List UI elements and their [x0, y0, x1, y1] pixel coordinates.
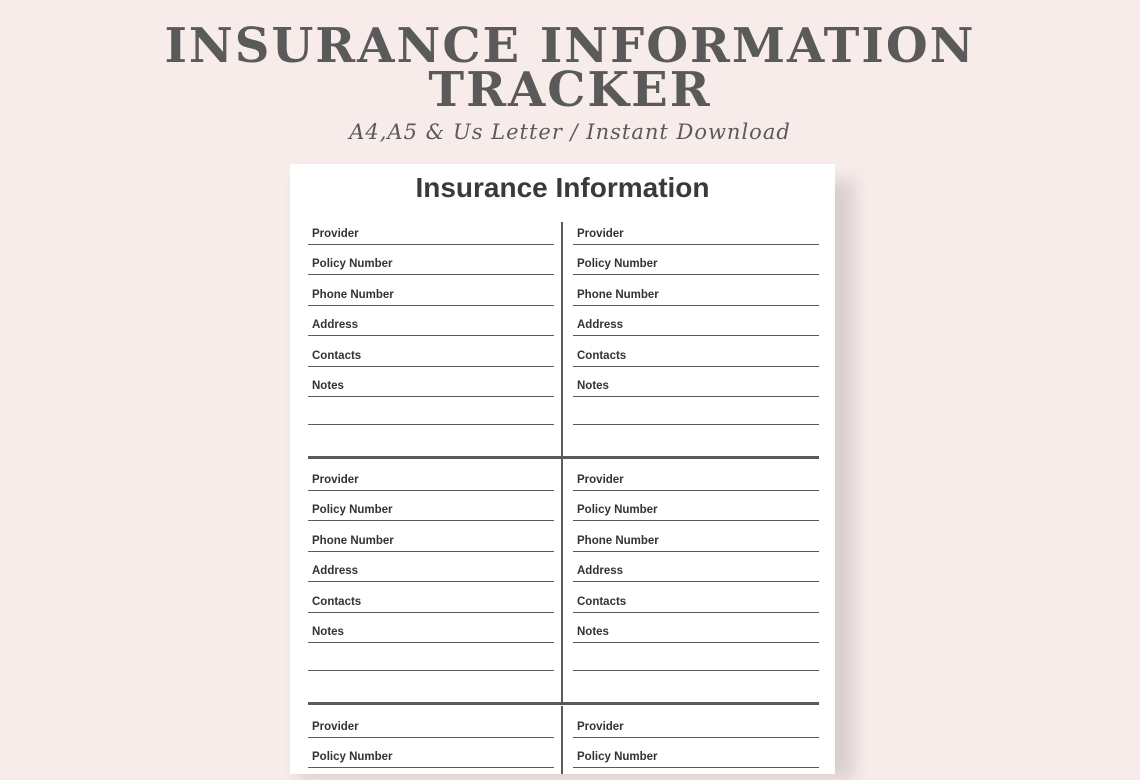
provider-field[interactable]	[573, 214, 819, 245]
page-subtitle: A4,A5 & Us Letter / Instant Download	[349, 120, 791, 144]
field-label: Notes	[312, 380, 344, 392]
field-label: Phone Number	[312, 288, 394, 301]
field-label: Policy Number	[312, 504, 393, 516]
field-label: Provider	[312, 227, 359, 240]
field-label: Address	[312, 565, 359, 577]
notes-field[interactable]	[308, 613, 554, 644]
policy-block	[308, 460, 554, 671]
field-label: Contacts	[577, 595, 627, 608]
page-title-line-1: INSURANCE INFORMATION	[164, 18, 976, 74]
contacts-field[interactable]	[573, 336, 819, 367]
field-label: Phone Number	[577, 534, 659, 547]
field-label: Address	[312, 319, 359, 331]
policy-number-field[interactable]	[573, 738, 819, 769]
policy-block	[573, 707, 819, 768]
provider-field[interactable]	[308, 460, 554, 491]
contacts-field[interactable]	[308, 582, 554, 613]
notes-extra-line[interactable]	[308, 643, 554, 671]
policy-block	[573, 460, 819, 671]
field-label: Phone Number	[577, 288, 659, 301]
field-label: Notes	[577, 626, 609, 638]
field-label: Policy Number	[577, 258, 658, 270]
section-divider	[308, 456, 819, 459]
tracker-sheet	[290, 164, 835, 774]
policy-number-field[interactable]	[308, 245, 554, 276]
address-field[interactable]	[573, 552, 819, 583]
field-label: Policy Number	[312, 751, 393, 763]
field-label: Policy Number	[312, 258, 393, 270]
field-label: Contacts	[312, 595, 362, 608]
field-label: Provider	[577, 473, 624, 486]
field-label: Provider	[577, 720, 624, 733]
policy-number-field[interactable]	[308, 491, 554, 522]
contacts-field[interactable]	[573, 582, 819, 613]
section-divider	[308, 702, 819, 705]
provider-field[interactable]	[308, 214, 554, 245]
field-label: Provider	[312, 473, 359, 486]
column-divider	[561, 222, 563, 457]
contacts-field[interactable]	[308, 336, 554, 367]
notes-extra-line[interactable]	[573, 643, 819, 671]
phone-number-field[interactable]	[573, 521, 819, 552]
address-field[interactable]	[308, 552, 554, 583]
notes-field[interactable]	[308, 367, 554, 398]
column-divider	[561, 706, 563, 774]
notes-extra-line[interactable]	[573, 397, 819, 425]
notes-extra-line[interactable]	[308, 397, 554, 425]
page-title-line-2: TRACKER	[428, 62, 712, 118]
notes-field[interactable]	[573, 613, 819, 644]
field-label: Provider	[312, 720, 359, 733]
policy-number-field[interactable]	[573, 491, 819, 522]
policy-number-field[interactable]	[308, 738, 554, 769]
field-label: Policy Number	[577, 751, 658, 763]
address-field[interactable]	[308, 306, 554, 337]
field-label: Provider	[577, 227, 624, 240]
notes-field[interactable]	[573, 367, 819, 398]
provider-field[interactable]	[573, 460, 819, 491]
field-label: Address	[577, 565, 624, 577]
field-label: Policy Number	[577, 504, 658, 516]
policy-block	[573, 214, 819, 425]
field-label: Address	[577, 319, 624, 331]
provider-field[interactable]	[573, 707, 819, 738]
phone-number-field[interactable]	[308, 275, 554, 306]
field-label: Contacts	[312, 349, 362, 362]
field-label: Notes	[312, 626, 344, 638]
field-label: Notes	[577, 380, 609, 392]
column-divider	[561, 459, 563, 705]
field-label: Contacts	[577, 349, 627, 362]
phone-number-field[interactable]	[573, 275, 819, 306]
phone-number-field[interactable]	[308, 521, 554, 552]
field-label: Phone Number	[312, 534, 394, 547]
policy-block	[308, 214, 554, 425]
address-field[interactable]	[573, 306, 819, 337]
provider-field[interactable]	[308, 707, 554, 738]
policy-block	[308, 707, 554, 768]
sheet-title: Insurance Information	[415, 172, 710, 203]
policy-number-field[interactable]	[573, 245, 819, 276]
